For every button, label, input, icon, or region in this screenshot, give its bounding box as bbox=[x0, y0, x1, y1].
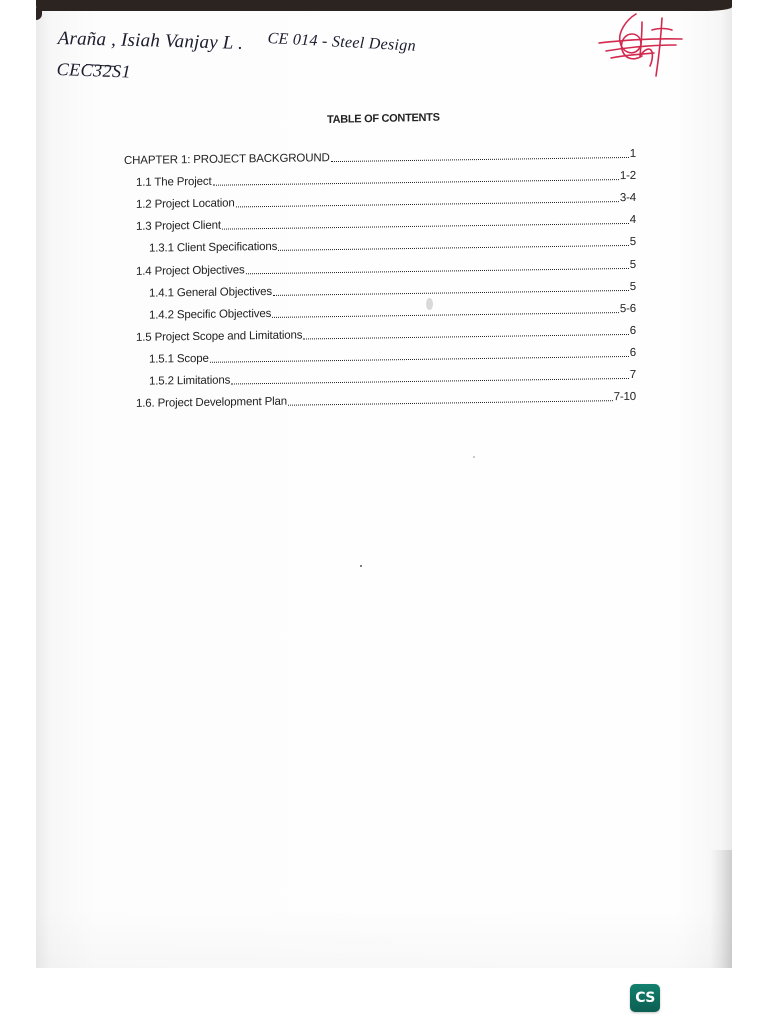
toc-entry-label: 1.4 Project Objectives bbox=[136, 263, 245, 278]
toc-title: TABLE OF CONTENTS bbox=[327, 111, 440, 126]
toc-entry-page: 1-2 bbox=[619, 170, 636, 183]
toc-entry-label: 1.2 Project Location bbox=[136, 197, 235, 212]
camscanner-logo-icon: CS bbox=[630, 984, 660, 1012]
signature-strokes bbox=[599, 14, 682, 76]
toc-entry-label: 1.6. Project Development Plan bbox=[136, 395, 287, 410]
toc-entry-page: 5 bbox=[629, 280, 636, 293]
paper-shadow-right bbox=[710, 850, 732, 968]
toc-entry-label: 1.5.2 Limitations bbox=[149, 374, 231, 388]
handwritten-section: CEC32S1 bbox=[56, 59, 132, 82]
photo-edge-corner bbox=[36, 8, 42, 20]
scan-speck bbox=[426, 298, 433, 310]
toc-entry-page: 5 bbox=[629, 236, 636, 249]
toc-entry-label: 1.4.2 Specific Objectives bbox=[149, 307, 272, 322]
dot-leader bbox=[288, 400, 613, 406]
toc-entry-label: 1.5.1 Scope bbox=[149, 352, 209, 366]
signature bbox=[596, 10, 686, 78]
toc-entry-label: 1.4.1 General Objectives bbox=[149, 285, 272, 300]
toc-entry-page: 7-10 bbox=[613, 390, 636, 404]
toc-entry-label: 1.5 Project Scope and Limitations bbox=[136, 329, 303, 344]
toc-entry-page: 6 bbox=[629, 324, 636, 337]
paper-sheet bbox=[36, 0, 732, 968]
toc-entry-label: 1.1 The Project bbox=[136, 175, 212, 190]
toc-entry-page: 4 bbox=[629, 214, 636, 227]
toc-entry-label: CHAPTER 1: PROJECT BACKGROUND bbox=[124, 152, 330, 168]
toc-entry-page: 1 bbox=[629, 147, 636, 161]
scan-speck bbox=[360, 565, 362, 567]
table-of-contents bbox=[124, 139, 636, 411]
paper-shadow bbox=[36, 908, 732, 968]
toc-entry-label: 1.3.1 Client Specifications bbox=[149, 241, 278, 256]
scan-speck bbox=[473, 456, 475, 458]
toc-entry-page: 6 bbox=[629, 346, 636, 359]
toc-entry-page: 5 bbox=[629, 258, 636, 271]
toc-entry-page: 7 bbox=[629, 368, 636, 381]
toc-entry-page: 5-6 bbox=[619, 302, 636, 315]
handwritten-course: CE 014 - Steel Design bbox=[267, 30, 417, 55]
toc-entry-page: 3-4 bbox=[619, 192, 636, 205]
toc-entry-label: 1.3 Project Client bbox=[136, 220, 221, 234]
handwritten-student-name: Araña , Isiah Vanjay L . bbox=[57, 28, 244, 54]
